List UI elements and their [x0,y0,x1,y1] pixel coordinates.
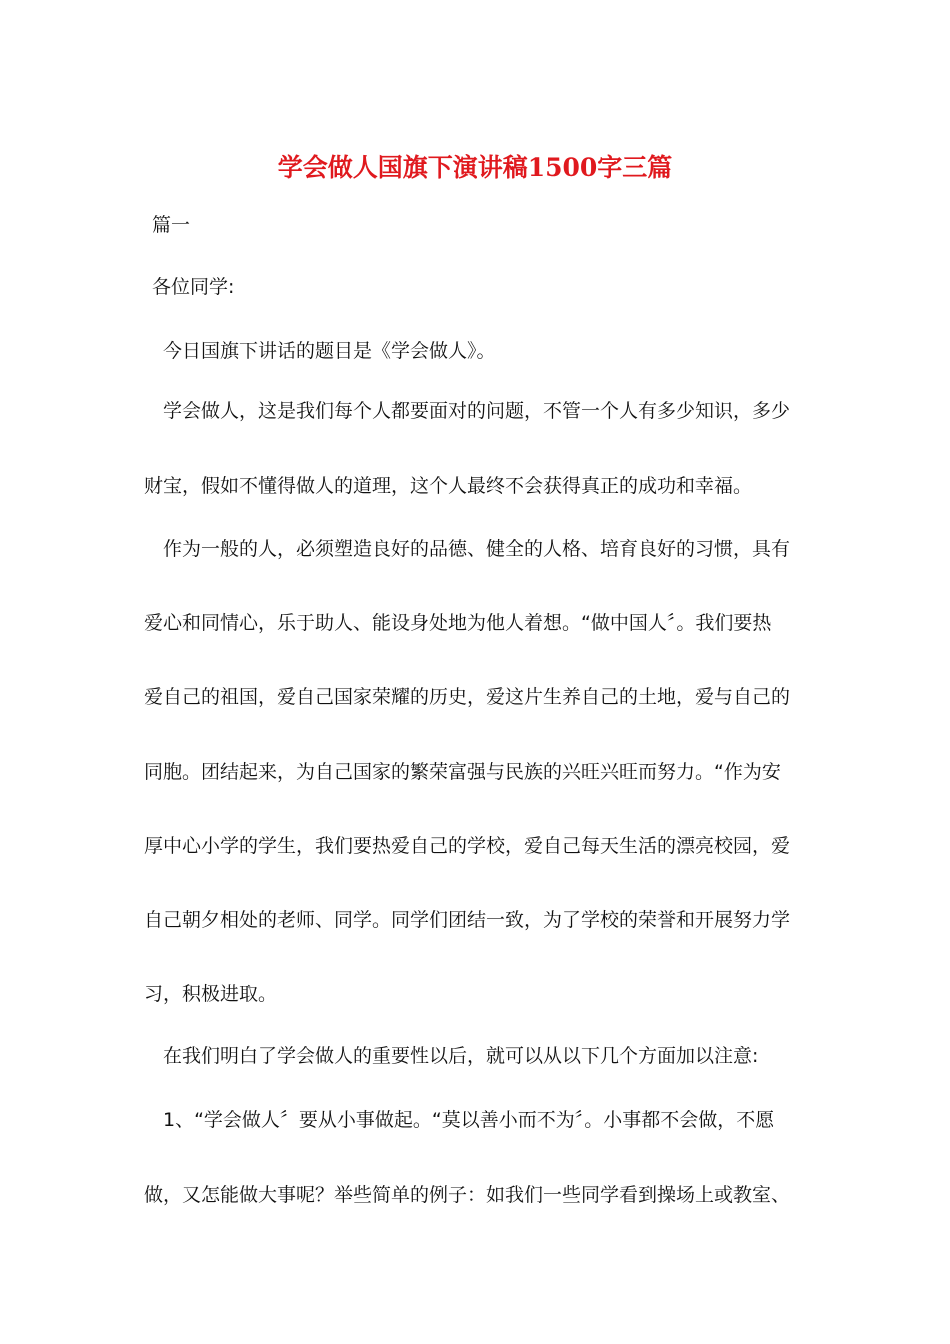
paragraph-line: 今日国旗下讲话的题目是《学会做人》。 [163,340,496,362]
paragraph-line: 自己朝夕相处的老师、同学。同学们团结一致，为了学校的荣誉和开展努力学 [144,909,791,931]
paragraph-line: 作为一般的人，必须塑造良好的品德、健全的人格、培育良好的习惯，具有 [163,538,791,560]
paragraph-line: 学会做人，这是我们每个人都要面对的问题，不管一个人有多少知识，多少 [163,400,791,422]
paragraph-line: 厚中心小学的学生，我们要热爱自己的学校，爱自己每天生活的漂亮校园，爱 [144,835,791,857]
section-heading: 篇一 [152,214,191,236]
paragraph-line: 1、“学会做人〞要从小事做起。“莫以善小而不为〞。小事都不会做，不愿 [163,1109,775,1131]
paragraph-line: 爱自己的祖国，爱自己国家荣耀的历史，爱这片生养自己的土地，爱与自己的 [144,686,791,708]
paragraph-line: 财宝，假如不懂得做人的道理，这个人最终不会获得真正的成功和幸福。 [144,475,753,497]
document-title: 学会做人国旗下演讲稿1500字三篇 [277,153,673,182]
paragraph-line: 在我们明白了学会做人的重要性以后，就可以从以下几个方面加以注意: [163,1045,759,1067]
paragraph-line: 同胞。团结起来，为自己国家的繁荣富强与民族的兴旺兴旺而努力。“作为安 [144,761,781,783]
salutation: 各位同学: [152,276,235,298]
paragraph-line: 习，积极进取。 [144,983,278,1005]
paragraph-line: 做，又怎能做大事呢？举些简单的例子：如我们一些同学看到操场上或教室、 [144,1184,791,1206]
paragraph-line: 爱心和同情心，乐于助人、能设身处地为他人着想。“做中国人〞。我们要热 [144,612,772,634]
